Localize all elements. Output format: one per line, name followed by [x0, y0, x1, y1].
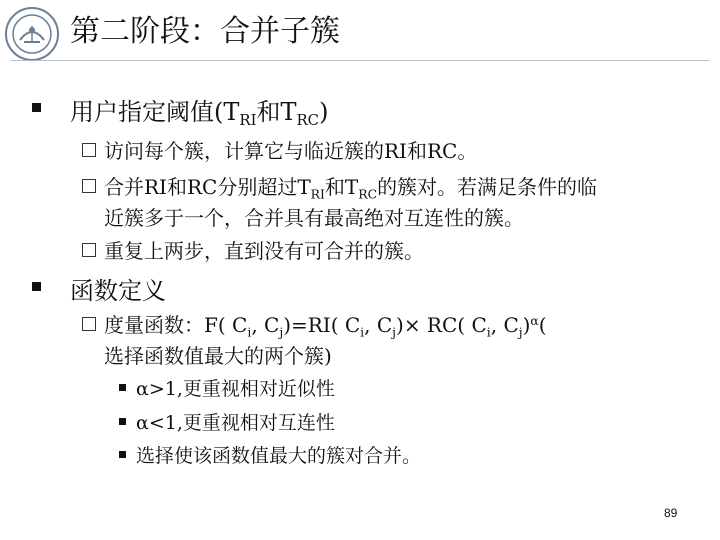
page-number: 89 — [664, 506, 678, 520]
checkbox-bullet-icon — [82, 317, 96, 331]
section-function-heading: 函数定义 — [70, 277, 166, 305]
bullet-marker — [119, 384, 126, 391]
metric-function-line: 度量函数：F( $C_i$, $C_j)=RI$( $C_i$, $C_j)\times RC$( $C_i$, $C_j)^\alpha$( — [82, 309, 547, 339]
sub-list-item: α>1,更重视相对近似性 — [136, 378, 335, 400]
slide-title: 第二阶段：合并子簇 — [70, 14, 340, 49]
list-item: 访问每个簇，计算它与临近簇的RI和RC。 — [82, 135, 477, 164]
list-item: 重复上两步，直到没有可合并的簇。 — [82, 235, 424, 264]
sub-list-item: α<1,更重视相对互连性 — [136, 412, 335, 434]
title-divider — [10, 60, 710, 61]
sub-list-item: 选择使该函数值最大的簇对合并。 — [136, 445, 422, 467]
checkbox-bullet-icon — [82, 143, 96, 157]
bullet-marker — [32, 282, 41, 291]
section-threshold-heading: 用户指定阈值($T_{RI}$和$T_{RC}$) — [70, 98, 329, 130]
list-item-continuation: 近簇多于一个，合并具有最高绝对互连性的簇。 — [104, 206, 524, 230]
university-seal-logo — [4, 6, 60, 62]
bullet-marker — [32, 103, 41, 112]
list-item: 合并RI和RC分别超过$T_{RI}$和$T_{RC}$的簇对。若满足条件的临 — [82, 171, 597, 201]
metric-function-continuation: 选择函数值最大的两个簇) — [104, 344, 332, 368]
bullet-marker — [119, 418, 126, 425]
checkbox-bullet-icon — [82, 179, 96, 193]
bullet-marker — [119, 451, 126, 458]
checkbox-bullet-icon — [82, 243, 96, 257]
